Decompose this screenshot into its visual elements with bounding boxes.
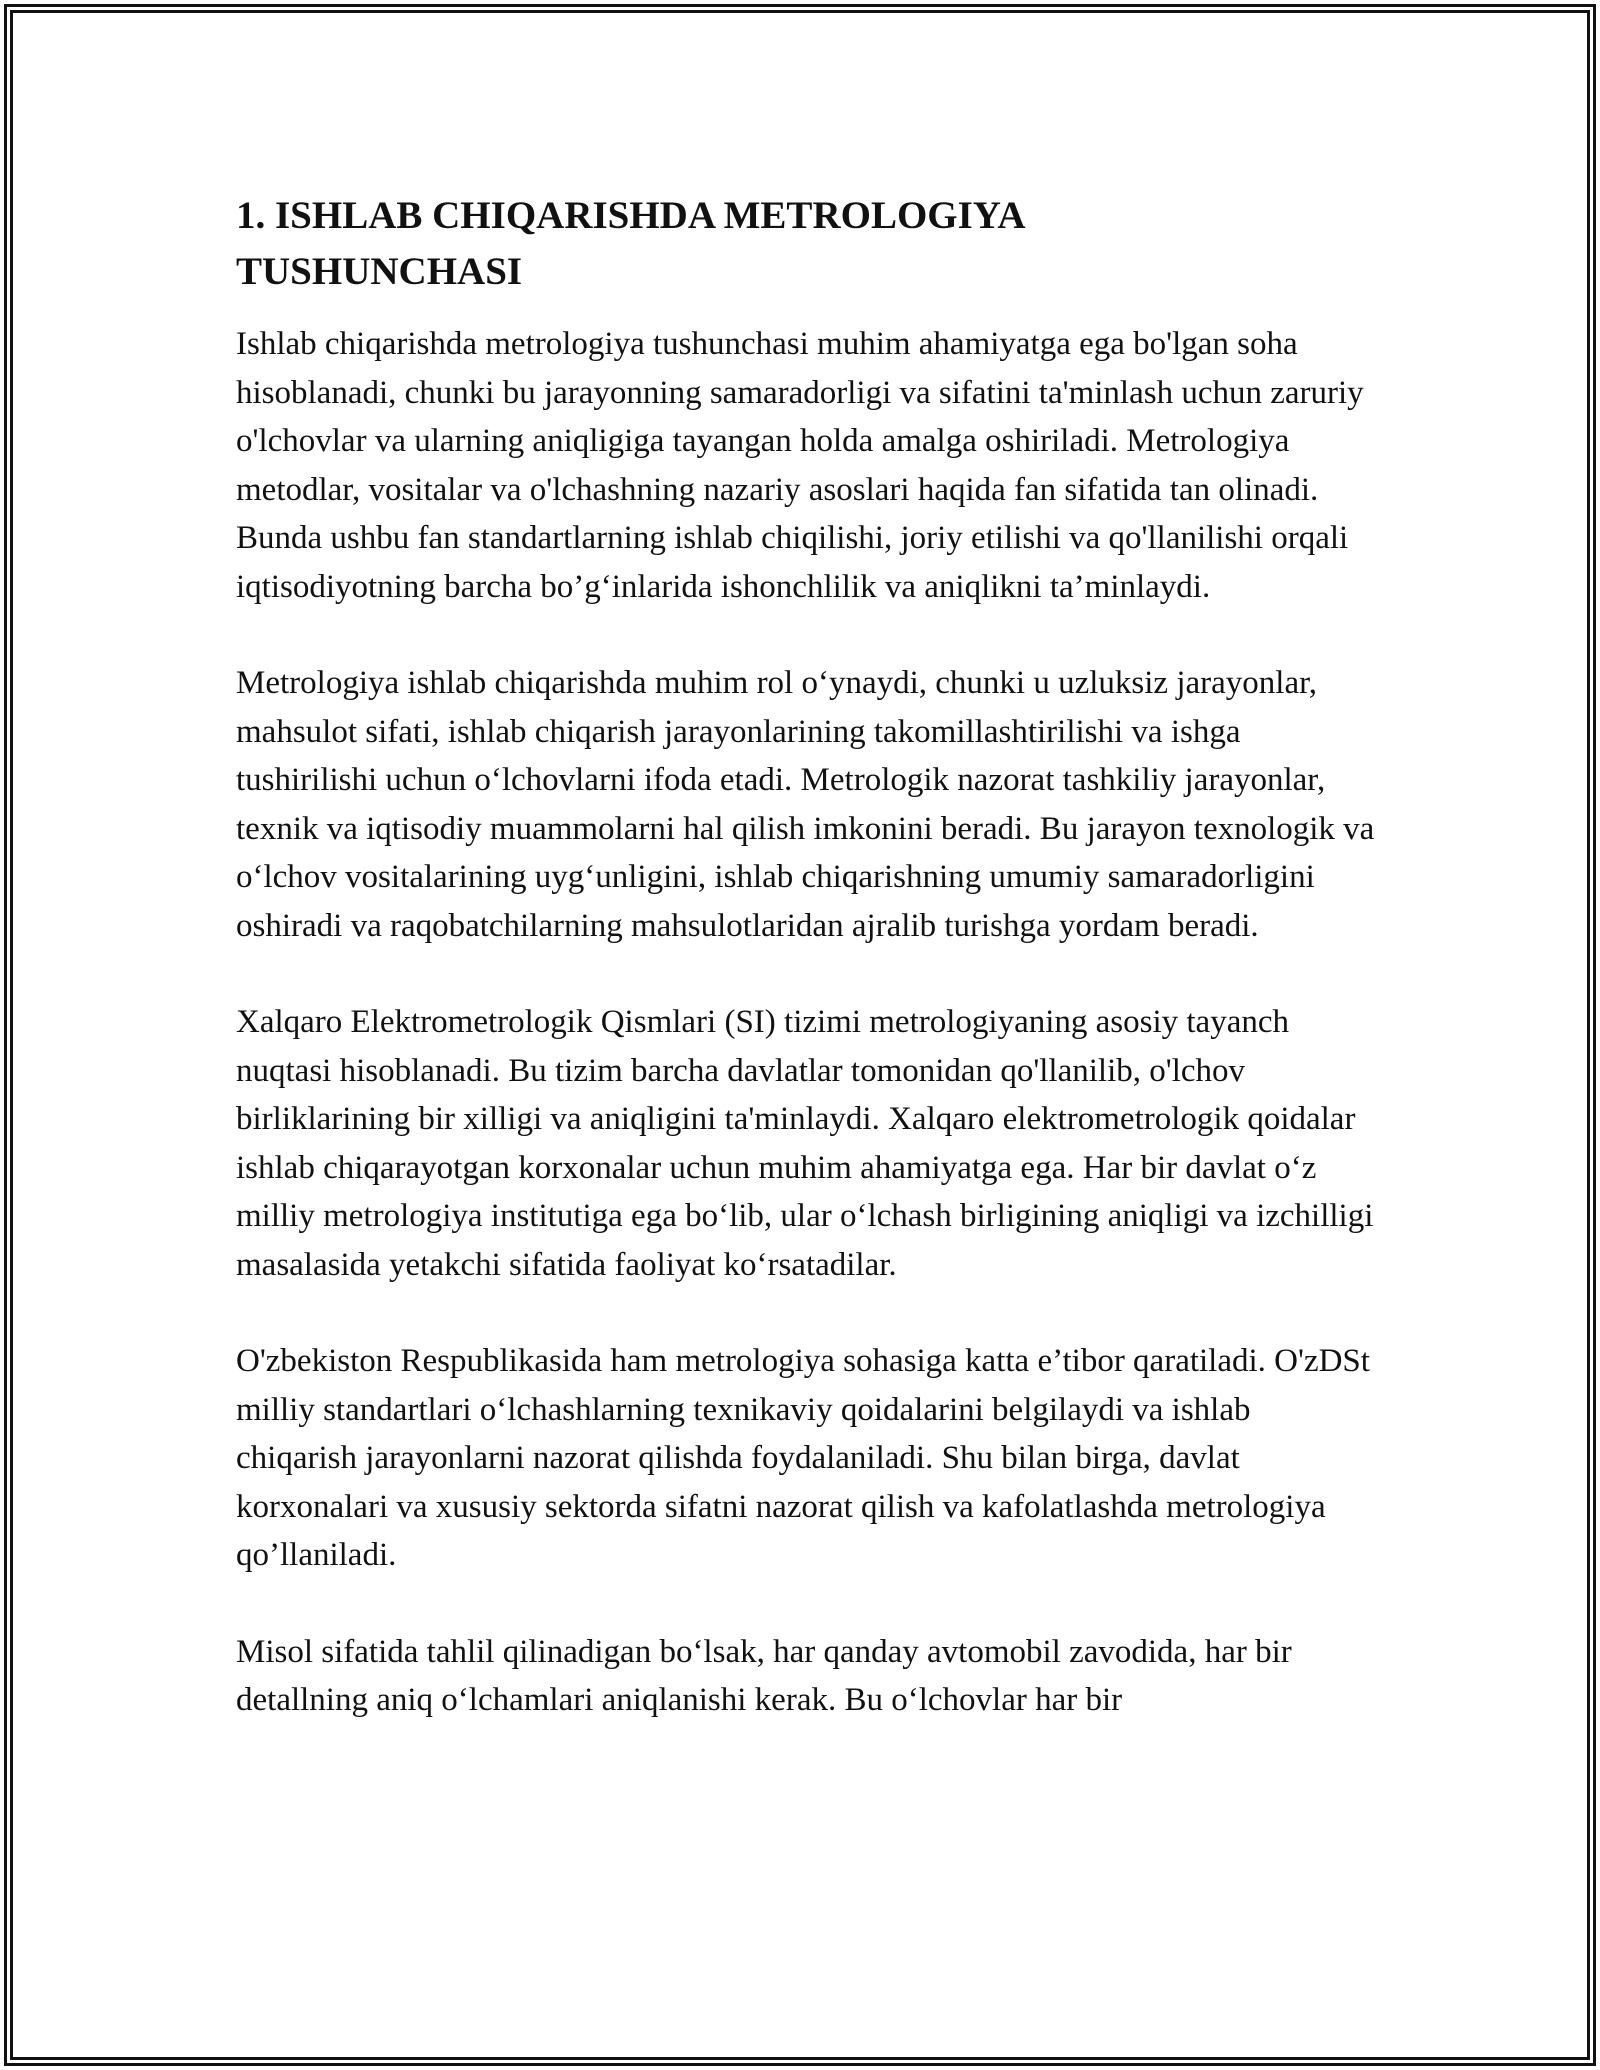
section-title: 1. ISHLAB CHIQARISHDA METROLOGIYA TUSHUNCHASI [236, 194, 1024, 293]
document-body [236, 188, 1376, 1773]
paragraph-2: Metrologiya ishlab chiqarishda muhim rol o‘ynaydi, chunki u uzluksiz jarayonlar, mahsulot sifati, ishlab chiqarish jarayonlarining takomillashtirilishi va ishga tushirilishi uchun o‘lchovlarni ifoda etadi. Metrologik nazorat tashkiliy jarayonlar, texnik va iqtisodiy muammolarni hal qilish imkonini beradi. Bu jarayon texnologik va o‘lchov vositalarining uyg‘unligini, ishlab chiqarishning umumiy samaradorligini oshiradi va raqobatchilarning mahsulotlaridan ajralib turishga yordam beradi. [236, 665, 1375, 944]
paragraph-3: Xalqaro Elektrometrologik Qismlari (SI) tizimi metrologiyaning asosiy tayanch nuqtasi hisoblanadi. Bu tizim barcha davlatlar tomonidan qo'llanilib, o'lchov birliklarining bir xilligi va aniqligini ta'minlaydi. Xalqaro elektrometrologik qoidalar ishlab chiqarayotgan korxonalar uchun muhim ahamiyatga ega. Har bir davlat o‘z milliy metrologiya institutiga ega bo‘lib, ular o‘lchash birligining aniqligi va izchilligi masalasida yetakchi sifatida faoliyat ko‘rsatadilar. [236, 1004, 1374, 1283]
paragraph-4: O'zbekiston Respublikasida ham metrologiya sohasiga katta e’tibor qaratiladi. O'zDSt milliy standartlari o‘lchashlarning texnikaviy qoidalarini belgilaydi va ishlab chiqarish jarayonlarni nazorat qilishda foydalaniladi. Shu bilan birga, davlat korxonalari va xususiy sektorda sifatni nazorat qilish va kafolatlashda metrologiya qo’llaniladi. [236, 1343, 1370, 1573]
paragraph-5: Misol sifatida tahlil qilinadigan bo‘lsak, har qanday avtomobil zavodida, har bir detallning aniq o‘lchamlari aniqlanishi kerak. Bu o‘lchovlar har bir [236, 1633, 1292, 1718]
paragraph-1: Ishlab chiqarishda metrologiya tushunchasi muhim ahamiyatga ega bo'lgan soha hisoblanadi, chunki bu jarayonning samaradorligi va sifatini ta'minlash uchun zaruriy o'lchovlar va ularning aniqligiga tayangan holda amalga oshiriladi. Metrologiya metodlar, vositalar va o'lchashning nazariy asoslari haqida fan sifatida tan olinadi. Bunda ushbu fan standartlarning ishlab chiqilishi, joriy etilishi va qo'llanilishi orqali iqtisodiyotning barcha bo’g‘inlarida ishonchlilik va aniqlikni ta’minlaydi. [236, 326, 1364, 605]
